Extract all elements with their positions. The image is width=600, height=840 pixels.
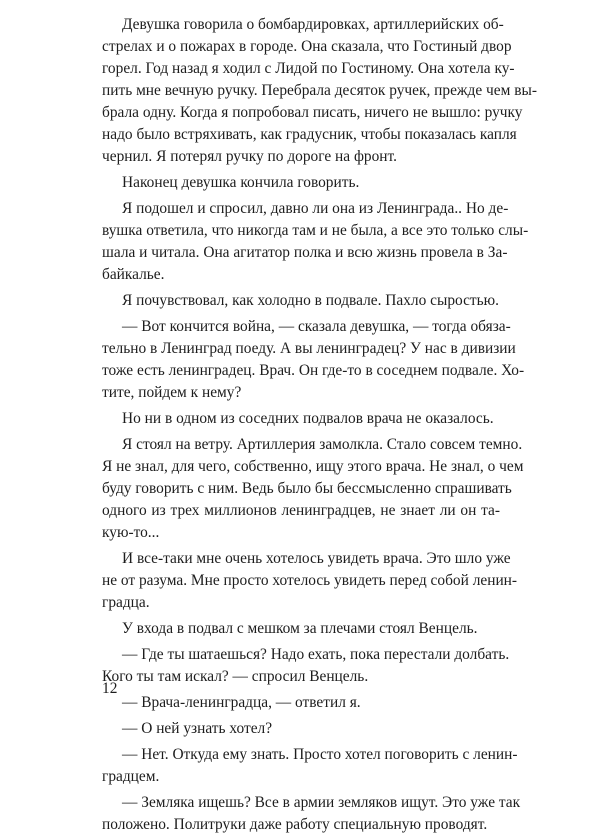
text-line: У входа в подвал с мешком за плечами стоял Венцель. <box>122 620 478 637</box>
text-line: пить мне вечную ручку. Перебрала десяток ручек, прежде чем вы- <box>102 82 537 99</box>
text-line: Я не знал, для чего, собственно, ищу этого врача. Не знал, о чем <box>102 458 524 475</box>
text-line: положено. Политруки даже работу специальную проводят. <box>102 816 488 833</box>
paragraph <box>102 316 525 404</box>
text-line: не от разума. Мне просто хотелось увидеть перед собой ленин- <box>102 572 518 589</box>
text-line: Я подошел и спросил, давно ли она из Ленинграда.. Но де- <box>122 200 509 217</box>
text-line: Наконец девушка кончила говорить. <box>122 174 360 191</box>
paragraph <box>102 548 518 614</box>
paragraph <box>102 618 500 640</box>
text-line: — Нет. Откуда ему знать. Просто хотел поговорить с ленин- <box>122 746 518 763</box>
text-line: брала одну. Когда я попробовал писать, ничего не вышло: ручку <box>102 104 523 121</box>
paragraph <box>102 744 518 788</box>
text-line: градца. <box>102 594 150 611</box>
page-number: 12 <box>102 680 118 697</box>
text-line: — Врача-ленинградца, — ответил я. <box>122 694 361 711</box>
text-line: кую-то... <box>102 524 160 541</box>
text-line: — Земляка ищешь? Все в армии земляков ищут. Это уже так <box>122 794 521 811</box>
paragraph <box>102 408 500 430</box>
paragraph <box>102 290 500 312</box>
text-line: вушка ответила, что никогда там и не была, а все это только слы- <box>102 222 529 239</box>
text-line: градцем. <box>102 768 160 785</box>
text-line: — О ней узнать хотел? <box>122 720 273 737</box>
paragraph <box>102 718 500 740</box>
text-line: байкалье. <box>102 266 165 283</box>
text-line: тельно в Ленинград поеду. А вы ленинградец? У нас в дивизии <box>102 340 516 357</box>
text-line: горел. Год назад я ходил с Лидой по Гостиному. Она хотела ку- <box>102 60 515 77</box>
text-line: — Вот кончится война, — сказала девушка, — тогда обяза- <box>122 318 511 335</box>
text-line: надо было встряхивать, как градусник, чтобы показалась капля <box>102 126 517 143</box>
text-line: Я почувствовал, как холодно в подвале. Пахло сыростью. <box>122 292 500 309</box>
paragraph <box>102 792 521 836</box>
text-line: стрелах и о пожарах в городе. Она сказала, что Гостиный двор <box>102 38 512 55</box>
text-line: — Где ты шатаешься? Надо ехать, пока перестали долбать. <box>122 646 510 663</box>
text-line: Но ни в одном из соседних подвалов врача не оказалось. <box>122 410 494 427</box>
text-line: Девушка говорила о бомбардировках, артиллерийских об- <box>122 16 504 33</box>
paragraph <box>102 692 500 714</box>
paragraph <box>102 14 537 168</box>
text-line: шала и читала. Она агитатор полка и всю жизнь провела в За- <box>102 244 508 261</box>
text-line: буду говорить с ним. Ведь было бы бессмысленно спрашивать <box>102 480 512 497</box>
paragraph <box>102 172 500 194</box>
paragraph <box>102 434 524 544</box>
text-line: тоже есть ленинградец. Врач. Он где-то в соседнем подвале. Хо- <box>102 362 525 379</box>
paragraph <box>102 644 510 688</box>
text-line: одного из трех миллионов ленинградцев, не знает ли он та- <box>102 502 500 519</box>
text-line: тите, пойдем к нему? <box>102 384 242 401</box>
text-line: Кого ты там искал? — спросил Венцель. <box>102 668 369 685</box>
text-line: чернил. Я потерял ручку по дороге на фронт. <box>102 148 397 165</box>
paragraph <box>102 198 529 286</box>
text-line: Я стоял на ветру. Артиллерия замолкла. Стало совсем темно. <box>122 436 523 453</box>
text-line: И все-таки мне очень хотелось увидеть врача. Это шло уже <box>122 550 511 567</box>
body-text <box>102 14 537 840</box>
